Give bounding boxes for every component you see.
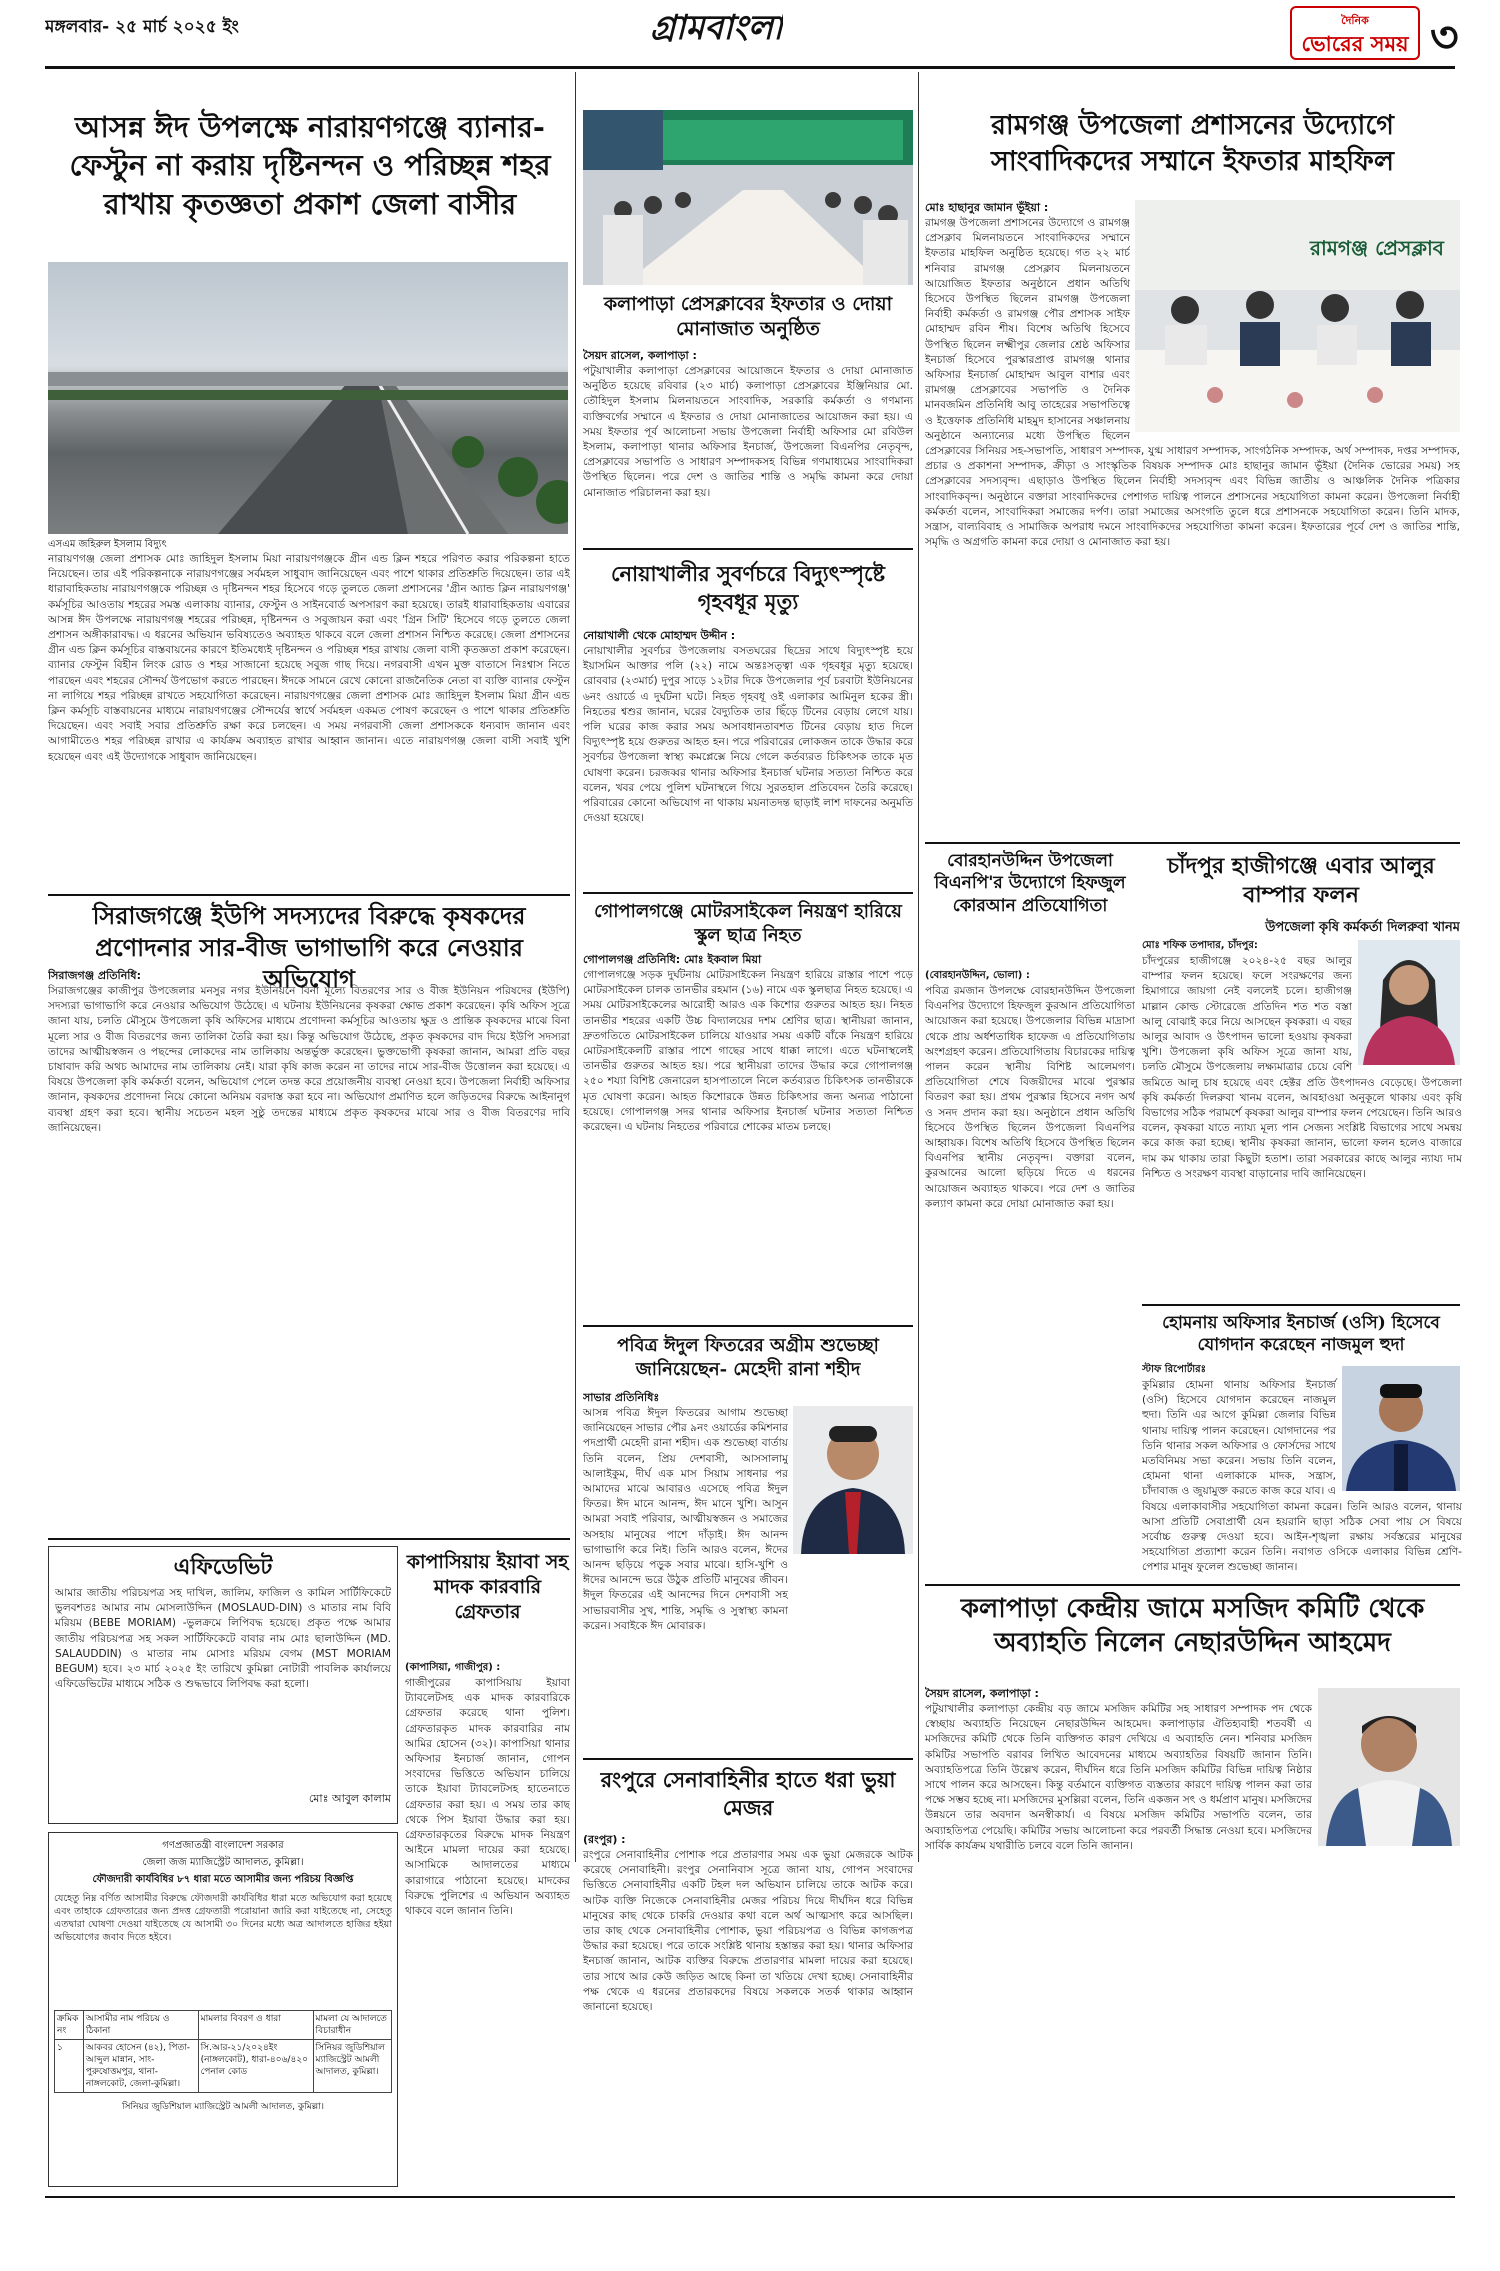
table-header: মামলার বিবরণ ও ধারা [198,2011,313,2040]
page-number: ৩ [1430,12,1459,63]
table-row [55,2040,392,2093]
a13-headline: কলাপাড়া কেন্দ্রীয় জামে মসজিদ কমিটি থেকে অব্যাহতি নিলেন নেছারউদ্দিন আহমেদ [960,1594,1425,1659]
a10-body-text: কুমিল্লার হোমনা থানায় অফিসার ইনচার্জ (ওসি) হিসেবে যোগদান করেছেন নাজমুল হুদা। তিনি এর আগে কুমিল্লা জেলার বিভিন্ন থানায় দায়িত্ব পালন করেছেন। যোগদানের পর তিনি থানার সকল অফিসার ও ফোর্সদের সাথে মতবিনিময় সভা করেন। সভায় তিনি বলেন, হোমনা থানা এলাকাকে মাদক, সন্ত্রাস, চাঁদাবাজ ও জুয়ামুক্ত করতে কাজ করে যাব। এ বিষয়ে এলাকাবাসীর সহযোগিতা কামনা করেন। তিনি আরও বলেন, থানায় আসা প্রতিটি সেবাপ্রার্থী যেন হয়রানি ছাড়া সঠিক সেবা পায় সে বিষয়ে সর্বোচ্চ গুরুত্ব দেওয়া হবে। আইন-শৃঙ্খলা রক্ষায় সর্বস্তরের মানুষের সহযোগিতা প্রত্যাশা করেন তিনি। নবাগত ওসিকে এলাকার বিভিন্ন শ্রেণি-পেশার মানুষ ফুলেল শুভেচ্ছা জানান। [1142,1379,1462,1574]
a10-body [1142,1378,1462,1578]
table-cell: সিনিয়র জুডিশিয়াল ম্যাজিস্ট্রেট আমলী আদালত, কুমিল্লা। [313,2040,391,2093]
a2-iftar-photo [583,110,913,285]
road-image [48,262,568,534]
a11-headline: কাপাসিয়ায় ইয়াবা সহ মাদক কারবারি গ্রেফতার [406,1551,569,1624]
a4-body: নোয়াখালীর সুবর্ণচর উপজেলায় বসতঘরের ছিদ্রের সাথে বিদ্যুৎস্পৃষ্ট হয়ে ইয়াসমিন আক্তার পলি (২২) নামে অন্তঃসত্ত্বা এক গৃহবধূর মৃত্যু হয়েছে। রোববার (২৩মার্চ) দুপুর সাড়ে ১২টার দিকে উপজেলার পূর্ব চরবাটা ইউনিয়নের ৬নং ওয়ার্ডে এ দুর্ঘটনা ঘটে। নিহত গৃহবধূ ওই এলাকার আমিনুল হকের স্ত্রী। নিহতের শ্বশুর জানান, ঘরের বৈদ্যুতিক তার ছিঁড়ে টিনের বেড়ায় লেগে যায়। পলি ঘরের কাজ করার সময় অসাবধানতাবশত টিনের বেড়ায় হাত দিলে বিদ্যুৎস্পৃষ্ট হয়ে গুরুতর আহত হন। পরে পরিবারের লোকজন তাকে উদ্ধার করে সুবর্ণচর উপজেলা স্বাস্থ্য কমপ্লেক্সে নিয়ে গেলে কর্তব্যরত চিকিৎসক তাকে মৃত ঘোষণা করেন। চরজব্বর থানার অফিসার ইনচার্জ ঘটনার সত্যতা নিশ্চিত করে বলেন, খবর পেয়ে পুলিশ ঘটনাস্থলে গিয়ে সুরতহাল প্রতিবেদন তৈরি করেছে। পরিবারের কোনো অভিযোগ না থাকায় ময়নাতদন্ত ছাড়াই লাশ দাফনের অনুমতি দেওয়া হয়েছে। [583,645,913,825]
court-notice-box [48,1832,398,2187]
divider [583,892,913,894]
a8-body-text: চাঁদপুরের হাজীগঞ্জে ২০২৪-২৫ বছর আলুর বাম্পার ফলন হয়েছে। ফলে সংরক্ষণের জন্য হিমাগারে জায়গা নেই বললেই চলে। হাজীগঞ্জ মাল্লান কোল্ড স্টোরেজে প্রতিদিন শত শত বস্তা আলু বোঝাই করে নিয়ে আসছেন কৃষকরা। এ বছর আলুর আবাদ ও উৎপাদন ভালো হওয়ায় কৃষকরা খুশি। উপজেলা কৃষি অফিস সূত্রে জানা যায়, চলতি মৌসুমে উপজেলায় লক্ষ্যমাত্রার চেয়ে বেশি জমিতে আলু চাষ হয়েছে এবং হেক্টর প্রতি উৎপাদনও বেড়েছে। উপজেলা কৃষি কর্মকর্তা দিলরুবা খানম বলেন, আবহাওয়া অনুকূলে থাকায় এবং কৃষি বিভাগের সঠিক পরামর্শে কৃষকরা আলুর বাম্পার ফলন পেয়েছেন। তিনি আরও বলেন, কৃষকরা যাতে ন্যায্য মূল্য পান সেজন্য সংশ্লিষ্ট বিভাগের সাথে সমন্বয় করে কাজ করা হচ্ছে। স্থানীয় কৃষকরা জানান, ভালো ফলন হলেও বাজারে দাম কম থাকায় তারা কিছুটা হতাশ। তারা সরকারের কাছে আলুর ন্যায্য দাম নিশ্চিত ও সংরক্ষণ ব্যবস্থা বাড়ানোর দাবি জানিয়েছেন। [1142,955,1462,1180]
section-title: গ্রামবাংলা [650,8,783,48]
a10-byline: স্টাফ রিপোর্টারঃ [1142,1364,1207,1375]
a2-body: পটুয়াখালীর কলাপাড়া প্রেসক্লাবের আয়োজনে ইফতার ও দোয়া মোনাজাত অনুষ্ঠিত হয়েছে রবিবার (২৩ মার্চ) কলাপাড়া প্রেসক্লাবের ইঞ্জিনিয়ার মো. তৌহিদুল ইসলাম মিলনায়তনে সাংবাদিক, সরকারি কর্মকর্তা ও গণমান্য ব্যক্তিবর্গের সম্মানে এ ইফতার ও দোয়া মোনাজাতের আয়োজন করা হয়। এ সময় ইফতার পূর্ব আলোচনা সভায় উপজেলা নির্বাহী অফিসার মো রবিউল ইসলাম, কলাপাড়া থানার অফিসার ইনচার্জ, উপজেলা বিএনপির নেতৃবৃন্দ, প্রেসক্লাবের সভাপতি ও সাধারণ সম্পাদকসহ বিভিন্ন গণমাধ্যমের সাংবাদিকরা উপস্থিত ছিলেন। পরে দেশ ও জাতির শান্তি ও সমৃদ্ধি কামনা করে দোয়া মোনাজাত পরিচালনা করা হয়। [583,365,913,499]
a2-byline: সৈয়দ রাসেল, কলাপাড়া : [583,349,697,362]
footer-rule [45,2196,1455,2198]
a3-byline: মোঃ হাছানুর জামান ভূঁইয়া : [925,201,1049,214]
a9-headline: পবিত্র ঈদুল ফিতরের অগ্রীম শুভেচ্ছা জানিয়েছেন- মেহেদী রানা শহীদ [617,1335,879,1380]
a12-byline: (রংপুর) : [583,1833,626,1846]
a13-body [925,1702,1460,2188]
a5-body: সিরাজগঞ্জের কাজীপুর উপজেলার মনসুর নগর ইউনিয়নে বিনা মূল্যে বিতরণের সার ও বীজ ইউনিয়ন পরিষদের (ইউপি) সদস্যরা ভাগাভাগি করে নেওয়ার অভিযোগ উঠেছে। এ ঘটনায় ইউনিয়নের কৃষকরা ক্ষোভ প্রকাশ করেছেন। কৃষি অফিস সূত্রে জানা যায়, চলতি মৌসুমে উপজেলা কৃষি অফিসের মাধ্যমে প্রণোদনা কর্মসূচির আওতায় ক্ষুদ্র ও প্রান্তিক কৃষকদের মাঝে বিনা মূল্যে সার ও বীজ বিতরণের জন্য তালিকা তৈরি করা হয়। কিন্তু অভিযোগ উঠেছে, প্রকৃত কৃষকদের বাদ দিয়ে ইউপি সদস্যরা তাদের আত্মীয়স্বজন ও পছন্দের লোকদের নাম তালিকায় অন্তর্ভুক্ত করেছেন। ভুক্তভোগী কৃষকরা জানান, আমরা প্রতি বছর চাষাবাদ করি অথচ আমাদের নাম তালিকায় নেই। যারা কৃষি কাজ করেন না তাদের নামে সার-বীজ উত্তোলন করা হয়েছে। এ বিষয়ে উপজেলা কৃষি কর্মকর্তা বলেন, অভিযোগ পেলে তদন্ত করে প্রয়োজনীয় ব্যবস্থা নেওয়া হবে। উপজেলা নির্বাহী অফিসার জানান, কৃষকদের প্রণোদনা নিয়ে কোনো অনিয়ম বরদাস্ত করা হবে না। অভিযোগ প্রমাণিত হলে জড়িতদের বিরুদ্ধে আইনানুগ ব্যবস্থা গ্রহণ করা হবে। স্থানীয় সচেতন মহল সুষ্ঠু তদন্তের মাধ্যমে প্রকৃত কৃষকদের মাঝে সার ও বীজ বিতরণের দাবি জানিয়েছেন। [48,985,570,1134]
table-header: মামলা যে আদালতে বিচারাধীন [313,2011,391,2040]
a8-headline: চাঁদপুর হাজীগঞ্জে এবার আলুর বাম্পার ফলন [1167,853,1435,909]
a6-body: গোপালগঞ্জে সড়ক দুর্ঘটনায় মোটরসাইকেল নিয়ন্ত্রণ হারিয়ে রাস্তার পাশে পড়ে মোটরসাইকেল চালক তানভীর রহমান (১৬) নামে এক স্কুলছাত্র নিহত হয়েছে। এ সময় মোটরসাইকেলের আরোহী আরও এক কিশোর গুরুতর আহত হয়। নিহত তানভীর শহরের একটি উচ্চ বিদ্যালয়ের দশম শ্রেণির ছাত্র। স্থানীয়রা জানান, দ্রুতগতিতে মোটরসাইকেল চালিয়ে যাওয়ার সময় একটি বাঁকে নিয়ন্ত্রণ হারিয়ে মোটরসাইকেলটি রাস্তার পাশে গাছের সাথে ধাক্কা লাগে। এতে ঘটনাস্থলেই তানভীর গুরুতর আহত হয়। পরে স্থানীয়রা তাদের উদ্ধার করে গোপালগঞ্জ ২৫০ শয্যা বিশিষ্ট জেনারেল হাসপাতালে নিলে কর্তব্যরত চিকিৎসক তানভীরকে মৃত ঘোষণা করেন। আহত কিশোরকে উন্নত চিকিৎসার জন্য অন্যত্র পাঠানো হয়েছে। গোপালগঞ্জ সদর থানার অফিসার ইনচার্জ ঘটনার সত্যতা নিশ্চিত করেছেন। এ ঘটনায় নিহতের পরিবারে শোকের মাতম চলছে। [583,969,913,1134]
table-cell: ১ [55,2040,84,2093]
table-header: আসামীর নাম পরিচয় ও ঠিকানা [83,2011,198,2040]
a1-road-photo [48,262,568,534]
table-cell: সি.আর-২১/২০২৪ইং (নাঙ্গলকোট), ধারা-৪০৬/৪২০ পেনাল কোড [198,2040,313,2093]
a3-headline: রামগঞ্জ উপজেলা প্রশাসনের উদ্যোগে সাংবাদিকদের সম্মানে ইফতার মাহফিল [990,110,1394,177]
divider [925,1584,1460,1586]
a8-byline: মোঃ শফিক তপাদার, চাঁদপুর: [1142,940,1258,951]
person-portrait-image [793,1406,913,1554]
a1-byline: এসএম জহিরুল ইসলাম বিদ্যুৎ [48,539,167,550]
affidavit-sign: মোঃ আবুল কালাম [308,1792,391,1806]
a5-byline: সিরাজগঞ্জ প্রতিনিধি: [48,969,141,982]
column-divider [918,72,919,1862]
logo-prefix: দৈনিক [1341,14,1369,27]
a7-headline: বোরহানউদ্দিন উপজেলা বিএনপি'র উদ্যোগে হিফজুল কোরআন প্রতিযোগিতা [934,851,1126,916]
affidavit-title: এফিডেভিট [173,1554,273,1580]
affidavit-body: আমার জাতীয় পরিচয়পত্র সহ দাখিল, জালিম, ফাজিল ও কামিল সার্টিফিকেটে ভুলবশতঃ আমার নাম মোসলাউদ্দিন (MOSLAUD-DIN) ও মাতার নাম বিবি মরিয়ম (BEBE MORIAM) -ভুলক্রমে লিপিবদ্ধ হয়েছে। প্রকৃত পক্ষে আমার জাতীয় পরিচয়পত্র সহ সকল সার্টিফিকেটে বাবার নাম মোঃ ছালাউদ্দিন (MD. SALAUDDIN) ও মাতার নাম মোসাঃ মরিয়ম বেগম (MST MORIAM BEGUM) হবে। ২৩ মার্চ ২০২৫ ইং তারিখে কুমিল্লা নোটারী পাবলিক কার্যালয়ে এফিডেভিটের মাধ্যমে সঠিক ও শুদ্ধভাবে লিপিবদ্ধ করা হলো। [55,1587,391,1691]
a13-byline: সৈয়দ রাসেল, কলাপাড়া : [925,1687,1039,1700]
a9-body: আসন্ন পবিত্র ঈদুল ফিতরের আগাম শুভেচ্ছা জানিয়েছেন সাভার পৌর ৯নং ওয়ার্ডের কমিশনার পদপ্রার্থী মেহেদী রানা শহীদ। এক শুভেচ্ছা বার্তায় তিনি বলেন, প্রিয় দেশবাসী, আসসালামু আলাইকুম, দীর্ঘ এক মাস সিয়াম সাধনার পর আমাদের মাঝে আবারও এসেছে পবিত্র ঈদুল ফিতর। ঈদ মানে আনন্দ, ঈদ মানে খুশি। আসুন আমরা সবাই পরিবার, আত্মীয়স্বজন ও সমাজের অসহায় মানুষের পাশে দাঁড়াই। ঈদ আনন্দ ভাগাভাগি করে নিই। তিনি আরও বলেন, ঈদের আনন্দ ছড়িয়ে পড়ুক সবার মাঝে। হাসি-খুশি ও ঈদের আনন্দে ভরে উঠুক প্রতিটি মানুষের জীবন। ঈদুল ফিতরের এই আনন্দের দিনে দেশবাসী সহ সাভারবাসীর সুখ, শান্তি, সমৃদ্ধি ও সুস্বাস্থ্য কামনা করেন। সবাইকে ঈদ মোবারক। [583,1407,788,1632]
notice-sign: সিনিয়র জুডিশিয়াল ম্যাজিস্ট্রেট আমলী আদালত, কুমিল্লা। [121,2102,324,2112]
a3-body-text: রামগঞ্জ উপজেলা প্রশাসনের উদ্যোগে ও রামগঞ্জ প্রেসক্লাব মিলনায়তনে সাংবাদিকদের সম্মানে ইফতার মাহফিল অনুষ্ঠিত হয়েছে। গত ২২ মার্চ শনিবার রামগঞ্জ প্রেসক্লাব মিলনায়তনে আয়োজিত ইফতার অনুষ্ঠানে প্রধান অতিথি হিসেবে উপস্থিত ছিলেন রামগঞ্জ উপজেলা নির্বাহী কর্মকর্তা ও রামগঞ্জ পৌর প্রশাসক সাইফ মোহাম্মদ রবিন শীষ। বিশেষ অতিথি হিসেবে উপস্থিত ছিলেন লক্ষ্মীপুর জেলার শ্রেষ্ঠ অফিসার ইনচার্জ হিসেবে পুরস্কারপ্রাপ্ত রামগঞ্জ থানার অফিসার ইনচার্জ মোহাম্মদ আবুল বাশার এবং রামগঞ্জ প্রেসক্লাবের সভাপতি ও দৈনিক মানবজমিন প্রতিনিধি আবু তাহেরের সভাপতিত্বে ও ইত্তেফাক প্রতিনিধি মাহমুদ হাসানের সঞ্চালনায় অনুষ্ঠানে অন্যান্যের মধ্যে উপস্থিত ছিলেন প্রেসক্লাবের সিনিয়র সহ-সভাপতি, সাধারণ সম্পাদক, যুগ্ম সাধারণ সম্পাদক, সাংগঠনিক সম্পাদক, অর্থ সম্পাদক, দপ্তর সম্পাদক, প্রচার ও প্রকাশনা সম্পাদক, ক্রীড়া ও সাংস্কৃতিক বিষয়ক সম্পাদক মোঃ হাছানুর জামান ভূঁইয়া (দৈনিক ভোরের সময়) সহ প্রেসক্লাবের সদস্যবৃন্দ। এছাড়াও উপস্থিত ছিলেন নির্বাহী সদস্যবৃন্দ এবং বিভিন্ন জাতীয় ও আঞ্চলিক দৈনিক পত্রিকার সাংবাদিকবৃন্দ। অনুষ্ঠানে বক্তারা সাংবাদিকদের পেশাগত দায়িত্ব পালনে প্রশাসনের সহযোগিতা কামনা করেন। উপজেলা নির্বাহী কর্মকর্তা বলেন, সাংবাদিকরা সমাজের দর্পণ। তারা সমাজের অসংগতি তুলে ধরে প্রশাসনকে সহযোগিতা করেন। তিনি মাদক, সন্ত্রাস, বাল্যবিবাহ ও সামাজিক অপরাধ দমনে সাংবাদিকদের সহযোগিতা কামনা করেন। ইফতারের পূর্বে দেশ ও জাতির শান্তি, সমৃদ্ধি ও অগ্রগতি কামনা করে দোয়া ও মোনাজাত করা হয়। [925,217,1460,549]
a1-body: নারায়ণগঞ্জ জেলা প্রশাসক মোঃ জাহিদুল ইসলাম মিয়া নারায়ণগঞ্জকে গ্রীন এন্ড ক্লিন শহরে পরিণত করার পরিকল্পনা হাতে নিয়েছেন। তার এই পরিকল্পনাকে নারায়ণগঞ্জের সর্বমহল সাধুবাদ জানিয়েছেন এবং পাশে থাকার প্রতিশ্রুতি দিয়েছেন। তার এই ধারাবাহিকতায় নারায়ণগঞ্জকে পরিচ্ছন্ন ও দৃষ্টিনন্দন শহর হিসেবে গড়ে তুলতে জেলা প্রশাসনের 'গ্রীন অ্যান্ড ক্লিন নারায়ণগঞ্জ' কর্মসূচির আওতায় শহরের সমস্ত এলাকায় ব্যানার, ফেস্টুন ও সাইনবোর্ড অপসারণ করা হয়েছে। তারই ধারাবাহিকতায় এবারের আসন্ন ঈদ উপলক্ষে নারায়ণগঞ্জ শহরের পরিচ্ছন্ন, দৃষ্টিনন্দন ও সবুজায়ন করা এবং 'গ্রিন সিটি' হিসেবে গড়ে তুলতে জেলা প্রশাসন অঙ্গীকারাবদ্ধ। এ ধরনের অভিযান ভবিষ্যতেও অব্যাহত থাকবে বলে জেলা প্রশাসন নিশ্চিত করেছে। জেলা প্রশাসনের গ্রীন এন্ড ক্লিন কর্মসূচির বাস্তবায়নের কারণে ইতিমধ্যেই দৃষ্টিনন্দন ও পরিচ্ছন্ন শহর রাখায় জেলা বাসী কৃতজ্ঞতা প্রকাশ করেছেন। ব্যানার ফেস্টুন বিহীন লিংক রোড ও শহর সাজানো হয়েছে সবুজ গাছ দিয়ে। নগরবাসী এখন মুক্ত বাতাসে নিঃশ্বাস নিতে পারছেন এবং শহরের সৌন্দর্য উপভোগ করতে পারছেন। ঈদকে সামনে রেখে কোনো রাজনৈতিক নেতা বা ব্যক্তি ব্যানার ফেস্টুন না লাগিয়ে শহর পরিচ্ছন্ন রাখতে সহযোগিতা করেছেন। নারায়ণগঞ্জের জেলা প্রশাসক মোঃ জাহিদুল ইসলাম মিয়া গ্রীন এন্ড ক্লিন কর্মসূচি বাস্তবায়নের মাধ্যমে নারায়ণগঞ্জের সৌন্দর্যের স্বার্থে সর্বমহল একমত পোষণ করেছেন ও পাশে থাকার প্রতিশ্রুতি দিয়েছেন। এবং সবাই সবার প্রতিশ্রুতি রক্ষা করে চলছেন। এ সময় নগরবাসী জেলা প্রশাসককে ধন্যবাদ জানান এবং আগামীতেও শহর পরিচ্ছন্ন রাখার এ কার্যক্রম অব্যাহত রাখার আহ্বান জানান। এতে নারায়ণগঞ্জ জেলা বাসী সবাই খুশি হয়েছেন এবং এই উদ্যোগকে সাধুবাদ জানিয়েছেন। [48,553,570,763]
notice-court: জেলা জজ ম্যাজিস্ট্রেট আদালত, কুমিল্লা। [142,1857,304,1868]
a4-byline: নোয়াখালী থেকে মোহাম্মদ উদ্দীন : [583,629,736,642]
divider [48,894,570,896]
table-cell: আকবর হোসেন (৪২), পিতা-আব্দুল মান্নান, সাং-পুরুষোত্তমপুর, থানা-নাঙ্গলকোট, জেলা-কুমিল্লা। [83,2040,198,2093]
a7-body: পবিত্র রমজান উপলক্ষে বোরহানউদ্দিন উপজেলা বিএনপির উদ্যোগে হিফজুল কুরআন প্রতিযোগিতা আয়োজন করা হয়েছে। উপজেলার বিভিন্ন মাদ্রাসা থেকে প্রায় অর্ধশতাধিক হাফেজ এ প্রতিযোগিতায় অংশগ্রহণ করেন। প্রতিযোগিতায় বিচারকের দায়িত্ব পালন করেন স্থানীয় বিশিষ্ট আলেমগণ। প্রতিযোগিতা শেষে বিজয়ীদের মাঝে পুরস্কার বিতরণ করা হয়। প্রথম পুরস্কার হিসেবে নগদ অর্থ ও সনদ প্রদান করা হয়। অনুষ্ঠানে প্রধান অতিথি হিসেবে উপস্থিত ছিলেন উপজেলা বিএনপির আহ্বায়ক। বিশেষ অতিথি হিসেবে উপস্থিত ছিলেন বিএনপির স্থানীয় নেতৃবৃন্দ। বক্তারা বলেন, কুরআনের আলো ছড়িয়ে দিতে এ ধরনের আয়োজন অব্যাহত থাকবে। পরে দেশ ও জাতির কল্যাণ কামনা করে দোয়া মোনাজাত করা হয়। [925,985,1135,1210]
notice-gov: গণপ্রজাতন্ত্রী বাংলাদেশ সরকার [162,1840,284,1851]
logo-name: ভোরের সময় [1301,32,1409,56]
a10-headline: হোমনায় অফিসার ইনচার্জ (ওসি) হিসেবে যোগদান করেছেন নাজমুল হুদা [1162,1313,1440,1356]
a12-body: রংপুরে সেনাবাহিনীর পোশাক পরে প্রতারণার সময় এক ভুয়া মেজরকে আটক করেছে সেনাবাহিনী। রংপুর সেনানিবাস সূত্রে জানা যায়, গোপন সংবাদের ভিত্তিতে সেনাবাহিনীর একটি টহল দল অভিযান চালিয়ে তাকে আটক করে। আটক ব্যক্তি নিজেকে সেনাবাহিনীর মেজর পরিচয় দিয়ে দীর্ঘদিন ধরে বিভিন্ন মানুষের কাছ থেকে চাকরি দেওয়ার কথা বলে অর্থ আত্মসাৎ করে আসছিল। তার কাছ থেকে সেনাবাহিনীর পোশাক, ভুয়া পরিচয়পত্র ও বিভিন্ন কাগজপত্র উদ্ধার করা হয়েছে। পরে তাকে সংশ্লিষ্ট থানায় হস্তান্তর করা হয়। থানার অফিসার ইনচার্জ জানান, আটক ব্যক্তির বিরুদ্ধে প্রতারণার মামলা দায়ের করা হয়েছে। তার সাথে আর কেউ জড়িত আছে কিনা তা খতিয়ে দেখা হচ্ছে। সেনাবাহিনীর পক্ষ থেকে এ ধরনের প্রতারকদের বিষয়ে সকলকে সতর্ক থাকার আহ্বান জানানো হয়েছে। [583,1849,913,2014]
newspaper-logo [1290,6,1420,60]
column-divider [575,72,576,1862]
header-rule [45,66,1455,69]
a8-body [1142,954,1462,1298]
a3-body [925,216,1460,836]
a9-portrait [793,1406,913,1554]
a6-headline: গোপালগঞ্জে মোটরসাইকেল নিয়ন্ত্রণ হারিয়ে স্কুল ছাত্র নিহত [594,901,902,946]
a6-byline: গোপালগঞ্জ প্রতিনিধি: মোঃ ইকবাল মিয়া [583,953,762,966]
a12-headline: রংপুরে সেনাবাহিনীর হাতে ধরা ভুয়া মেজর [600,1767,896,1820]
divider [1142,1304,1460,1306]
divider [583,1758,913,1760]
photo-banner-text: রামগঞ্জ প্রেসক্লাব [1310,236,1444,260]
divider [583,1325,913,1327]
a2-headline: কলাপাড়া প্রেসক্লাবের ইফতার ও দোয়া মোনাজাত অনুষ্ঠিত [603,293,893,341]
a9-byline: সাভার প্রতিনিধিঃ [583,1391,660,1404]
iftar-image [583,110,913,285]
table-header-row [55,2011,392,2040]
table-header: ক্রমিক নং [55,2011,84,2040]
divider [925,842,1460,844]
notice-table [54,2010,392,2093]
divider [48,1538,570,1540]
a13-body-text: পটুয়াখালীর কলাপাড়া কেন্দ্রীয় বড় জামে মসজিদ কমিটির সহ সাধারণ সম্পাদক পদ থেকে স্বেচ্ছায় অব্যাহতি নিয়েছেন নেছারউদ্দিন আহমেদ। কলাপাড়ার ঐতিহ্যবাহী শতবর্ষী এ মসজিদের কমিটি থেকে তিনি ব্যক্তিগত কারণ দেখিয়ে এ অব্যাহতি নেন। শনিবার মসজিদ কমিটির সভাপতি বরাবর লিখিত আবেদনের মাধ্যমে অব্যাহতির বিষয়টি জানান তিনি। অব্যাহতিপত্রে তিনি উল্লেখ করেন, দীর্ঘদিন ধরে তিনি মসজিদ কমিটির বিভিন্ন দায়িত্ব নিষ্ঠার সাথে পালন করে আসছেন। কিন্তু বর্তমানে ব্যক্তিগত ব্যস্ততার কারণে দায়িত্ব পালন করা তার পক্ষে সম্ভব হচ্ছে না। মসজিদের মুসল্লিরা বলেন, তিনি একজন সৎ ও ধর্মপ্রাণ মানুষ। মসজিদের উন্নয়নে তার অবদান অনস্বীকার্য। এ বিষয়ে মসজিদ কমিটির সভাপতি বলেন, তার অব্যাহতিপত্র পেয়েছি। কমিটির সভায় আলোচনা করে পরবর্তী সিদ্ধান্ত নেওয়া হবে। মসজিদের সার্বিক কার্যক্রম যথারীতি চলবে বলে তিনি জানান। [925,1703,1312,1852]
a11-byline: (কাপাসিয়া, গাজীপুর) : [405,1662,501,1673]
page-date: মঙ্গলবার- ২৫ মার্চ ২০২৫ ইং [45,17,239,37]
notice-body: যেহেতু নিম্ন বর্ণিত আসামীর বিরুদ্ধে ফৌজদারী কার্যবিধির ধারা মতে অভিযোগ করা হয়েছে এবং তাহাকে গ্রেফতারের জন্য প্রদত্ত গ্রেফতারী পরোয়ানা জারি করা যাইতেছে না, সেহেতু এতদ্বারা ঘোষণা দেওয়া যাইতেছে যে আসামী ৩০ দিনের মধ্যে অত্র আদালতে হাজির হইয়া অভিযোগের জবাব দিতে হইবে। [54,1893,392,1943]
a11-body: গাজীপুরের কাপাসিয়ায় ইয়াবা ট্যাবলেটসহ এক মাদক কারবারিকে গ্রেফতার করেছে থানা পুলিশ। গ্রেফতারকৃত মাদক কারবারির নাম আমির হোসেন (৩২)। কাপাসিয়া থানার অফিসার ইনচার্জ জানান, গোপন সংবাদের ভিত্তিতে অভিযান চালিয়ে তাকে ইয়াবা ট্যাবলেটসহ হাতেনাতে গ্রেফতার করা হয়। এ সময় তার কাছ থেকে পিস ইয়াবা উদ্ধার করা হয়। গ্রেফতারকৃতের বিরুদ্ধে মাদক নিয়ন্ত্রণ আইনে মামলা দায়ের করা হয়েছে। আসামিকে আদালতের মাধ্যমে কারাগারে পাঠানো হয়েছে। মাদকের বিরুদ্ধে পুলিশের এ অভিযান অব্যাহত থাকবে বলে জানান তিনি। [405,1677,570,1918]
a5-headline: সিরাজগঞ্জে ইউপি সদস্যদের বিরুদ্ধে কৃষকদের প্রণোদনার সার-বীজ ভাগাভাগি করে নেওয়ার অভিযোগ [92,901,526,994]
affidavit-box [48,1546,398,1824]
divider [583,548,913,550]
a7-byline: (বোরহানউদ্দিন, ভোলা) : [925,970,1030,981]
a4-headline: নোয়াখালীর সুবর্ণচরে বিদ্যুৎস্পৃষ্টে গৃহবধূর মৃত্যু [610,561,886,614]
notice-law: ফৌজদারী কার্যবিধির ৮৭ ধারা মতে আসামীর জন্য পরিচয় বিজ্ঞপ্তি [92,1874,354,1885]
a8-subtitle: উপজেলা কৃষি কর্মকর্তা দিলরুবা খানম [1265,920,1460,935]
a1-headline: আসন্ন ঈদ উপলক্ষে নারায়ণগঞ্জে ব্যানার-ফেস্টুন না করায় দৃষ্টিনন্দন ও পরিচ্ছন্ন শহর রাখায় কৃতজ্ঞতা প্রকাশ জেলা বাসীর [69,110,551,221]
